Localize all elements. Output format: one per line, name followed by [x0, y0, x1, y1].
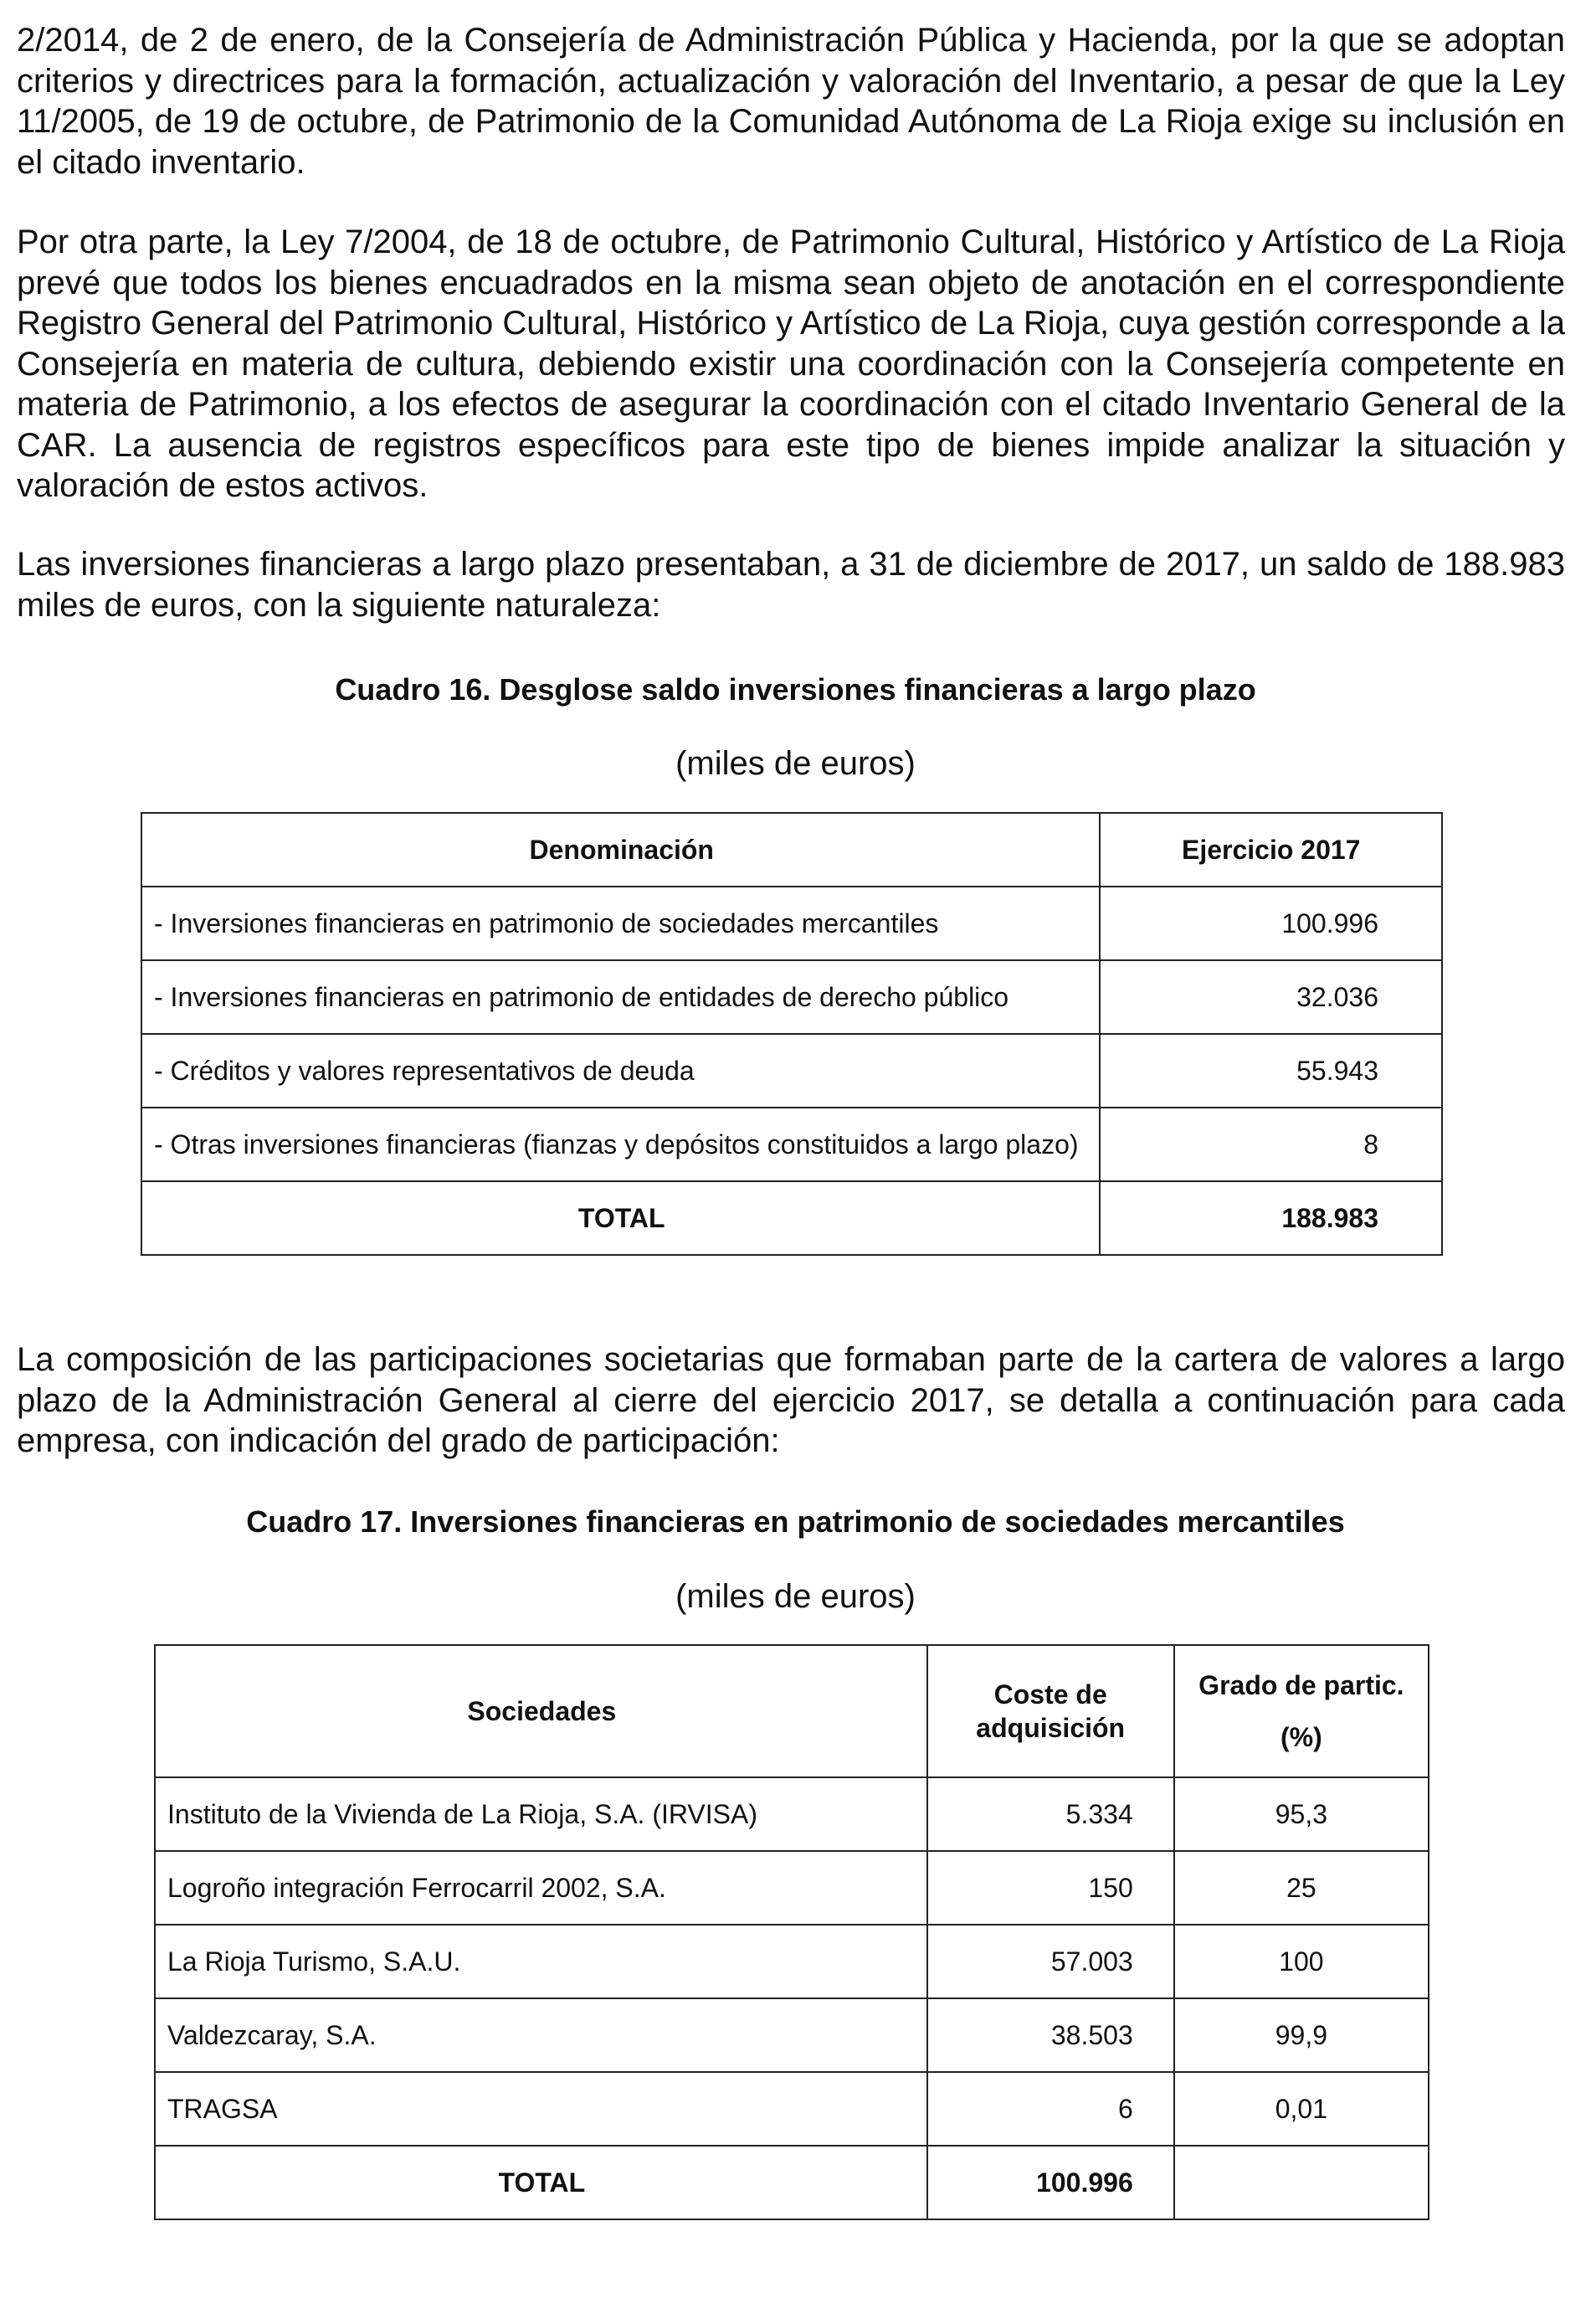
- header-grado-line2: (%): [1280, 1722, 1322, 1752]
- row-value: 55.943: [1100, 1034, 1442, 1108]
- header-coste-line2: adquisición: [976, 1713, 1126, 1743]
- table-row: [155, 1998, 1429, 2072]
- table-row: [141, 1108, 1442, 1181]
- cuadro16-caption: Cuadro 16. Desglose saldo inversiones financieras a largo plazo: [335, 672, 1256, 707]
- table-row: [155, 2072, 1429, 2146]
- header-ejercicio: Ejercicio 2017: [1100, 813, 1442, 887]
- table-row: [141, 960, 1442, 1034]
- row-value: 100.996: [1100, 887, 1442, 960]
- company-name: TRAGSA: [155, 2072, 927, 2146]
- header-grado: [1174, 1645, 1429, 1777]
- header-coste: [927, 1645, 1174, 1777]
- row-value: 32.036: [1100, 960, 1442, 1034]
- cost-value: 57.003: [927, 1925, 1174, 1998]
- total-label: TOTAL: [141, 1181, 1100, 1255]
- participation-value: 95,3: [1174, 1777, 1429, 1851]
- total-value: 188.983: [1100, 1181, 1442, 1255]
- row-value: 8: [1100, 1108, 1442, 1181]
- table-row: [155, 1777, 1429, 1851]
- participation-value: 25: [1174, 1851, 1429, 1925]
- header-coste-line1: Coste de: [993, 1679, 1107, 1710]
- table-row: [155, 1851, 1429, 1925]
- company-name: Instituto de la Vivienda de La Rioja, S.A. (IRVISA): [155, 1777, 927, 1851]
- participation-value: 100: [1174, 1925, 1429, 1998]
- table-header-row: [141, 813, 1442, 887]
- cost-value: 6: [927, 2072, 1174, 2146]
- row-label: - Créditos y valores representativos de deuda: [141, 1034, 1100, 1108]
- total-participation: [1174, 2146, 1429, 2219]
- cuadro16-table: [141, 812, 1443, 1256]
- table-row: [141, 887, 1442, 960]
- total-row: [141, 1181, 1442, 1255]
- cost-value: 5.334: [927, 1777, 1174, 1851]
- cost-value: 38.503: [927, 1998, 1174, 2072]
- participation-value: 99,9: [1174, 1998, 1429, 2072]
- paragraph-1: 2/2014, de 2 de enero, de la Consejería de Administración Pública y Hacienda, por la que se adoptan criterios y directrices para la formación, actualización y valoración del Inventario, a pesar de que la Ley 11/2005, de 19 de octubre, de Patrimonio de la Comunidad Autónoma de La Rioja exige su inclusión en el citado inventario.: [17, 22, 1565, 181]
- total-row: [155, 2146, 1429, 2219]
- table-row: [155, 1925, 1429, 1998]
- row-label: - Otras inversiones financieras (fianzas y depósitos constituidos a largo plazo): [141, 1108, 1100, 1181]
- row-label: - Inversiones financieras en patrimonio de entidades de derecho público: [141, 960, 1100, 1034]
- cuadro17-caption: Cuadro 17. Inversiones financieras en patrimonio de sociedades mercantiles: [246, 1504, 1345, 1539]
- header-denominacion: Denominación: [141, 813, 1100, 887]
- participation-value: 0,01: [1174, 2072, 1429, 2146]
- cuadro16-units: (miles de euros): [675, 745, 916, 782]
- table-header-row: [155, 1645, 1429, 1777]
- paragraph-3: Las inversiones financieras a largo plazo presentaban, a 31 de diciembre de 2017, un saldo de 188.983 miles de euros, con la siguiente naturaleza:: [17, 546, 1565, 624]
- row-label: - Inversiones financieras en patrimonio de sociedades mercantiles: [141, 887, 1100, 960]
- header-sociedades: Sociedades: [155, 1645, 927, 1777]
- cuadro17-units: (miles de euros): [675, 1578, 916, 1615]
- paragraph-2: Por otra parte, la Ley 7/2004, de 18 de octubre, de Patrimonio Cultural, Histórico y Artístico de La Rioja prevé que todos los bienes encuadrados en la misma sean objeto de anotación en el correspondiente Registro General del Patrimonio Cultural, Histórico y Artístico de La Rioja, cuya gestión corresponde a la Consejería en materia de cultura, debiendo existir una coordinación con la Consejería competente en materia de Patrimonio, a los efectos de asegurar la coordinación con el citado Inventario General de la CAR. La ausencia de registros específicos para este tipo de bienes impide analizar la situación y valoración de estos activos.: [17, 224, 1565, 504]
- company-name: La Rioja Turismo, S.A.U.: [155, 1925, 927, 1998]
- company-name: Logroño integración Ferrocarril 2002, S.A.: [155, 1851, 927, 1925]
- paragraph-4: La composición de las participaciones societarias que formaban parte de la cartera de valores a largo plazo de la Administración General al cierre del ejercicio 2017, se detalla a continuación para cada empresa, con indicación del grado de participación:: [17, 1341, 1565, 1459]
- company-name: Valdezcaray, S.A.: [155, 1998, 927, 2072]
- cost-value: 150: [927, 1851, 1174, 1925]
- total-cost: 100.996: [927, 2146, 1174, 2219]
- table-row: [141, 1034, 1442, 1108]
- header-grado-line1: Grado de partic.: [1198, 1670, 1404, 1700]
- total-label: TOTAL: [155, 2146, 927, 2219]
- cuadro17-table: [154, 1644, 1429, 2220]
